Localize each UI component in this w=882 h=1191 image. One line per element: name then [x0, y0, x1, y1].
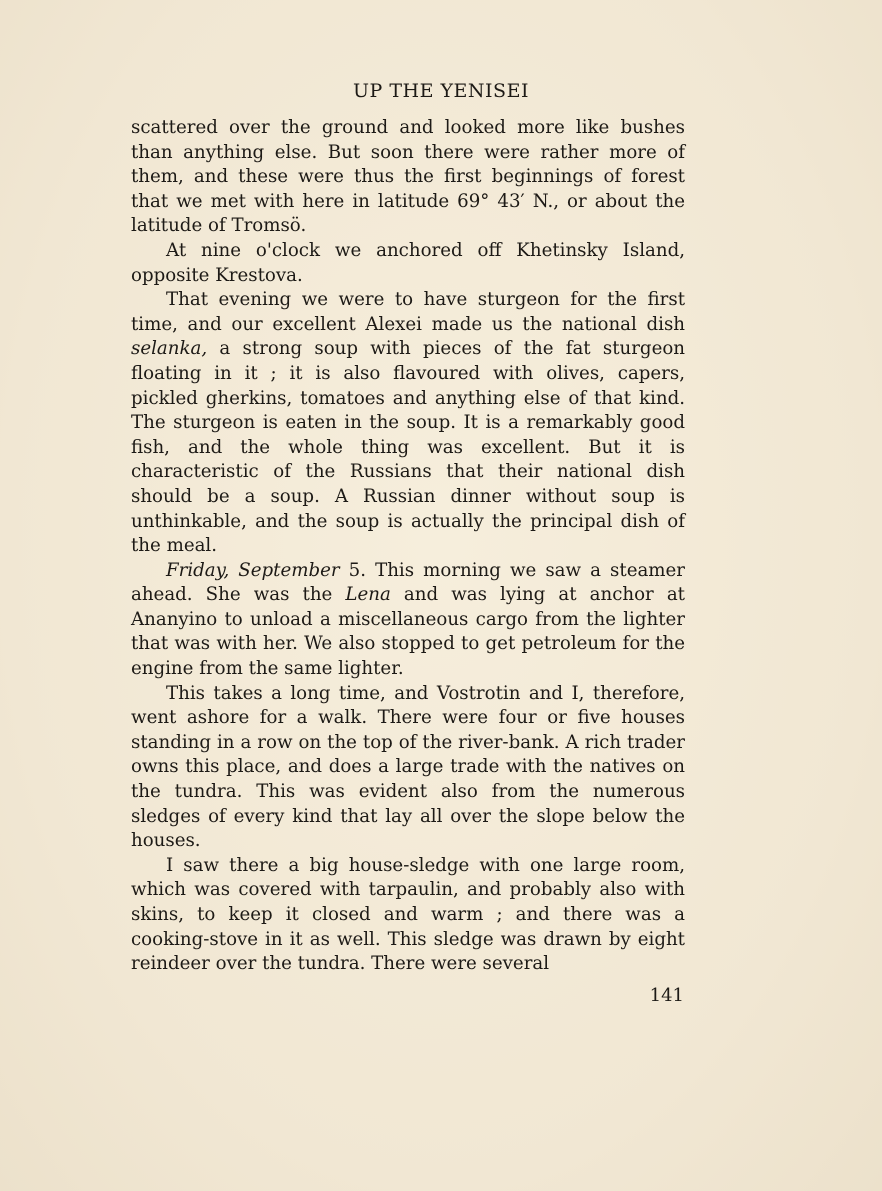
text-run: 5. This morning we saw a steamer ahead. She was the [131, 559, 686, 606]
paragraph [131, 239, 685, 288]
text-run: scattered over the ground and looked more like bushes than anything else. But soon there were rather more of them, and these were thus the first beginnings of forest that we met with here in latitude 69° 43′ N., or about the latitude of Tromsö. [131, 117, 685, 237]
paragraph [131, 288, 685, 559]
text-run: At nine o'clock we anchored off Khetinsky Island, opposite Krestova. [131, 239, 685, 286]
page-number: 141 [649, 985, 684, 1006]
text-run: a strong soup with pieces of the fat sturgeon floating in it ; it is also flavoured with olives, capers, pickled gherkins, tomatoes and anything else of that kind. The sturgeon is eaten in the soup. It is a remarkably good fish, and the whole thing was excellent. But it is characteristic of the Russians that their national dish should be a soup. A Russian dinner without soup is unthinkable, and the soup is actually the principal dish of the meal. [131, 338, 685, 557]
paragraph [131, 559, 685, 682]
text-run: I saw there a big house-sledge with one large room, which was covered with tarpaulin, and probably also with skins, to keep it closed and warm ; and there was a cooking-stove in it as well. This sledge was drawn by eight reindeer over the tundra. There were several [131, 854, 685, 975]
text-run: This takes a long time, and Vostrotin and I, therefore, went ashore for a walk. There were four or five houses standing in a row on the top of the river-bank. A rich trader owns this place, and does a large trade with the natives on the tundra. This was evident also from the numerous sledges of every kind that lay all over the slope below the houses. [131, 682, 685, 852]
paragraph [131, 854, 685, 977]
running-head: UP THE YENISEI [353, 80, 529, 102]
paragraph [131, 682, 685, 854]
body-text [131, 116, 685, 977]
text-run: That evening we were to have sturgeon for the first time, and our excellent Alexei made us the national dish [131, 289, 685, 335]
paragraph [131, 116, 685, 239]
text-run: and was lying at anchor at Ananyino to unload a miscellaneous cargo from the lighter that was with her. We also stopped to get petroleum for the engine from the same lighter. [131, 584, 685, 680]
italic-text: selanka, [131, 338, 208, 360]
italic-text: Lena [345, 584, 391, 606]
italic-text: Friday, September [166, 559, 340, 581]
